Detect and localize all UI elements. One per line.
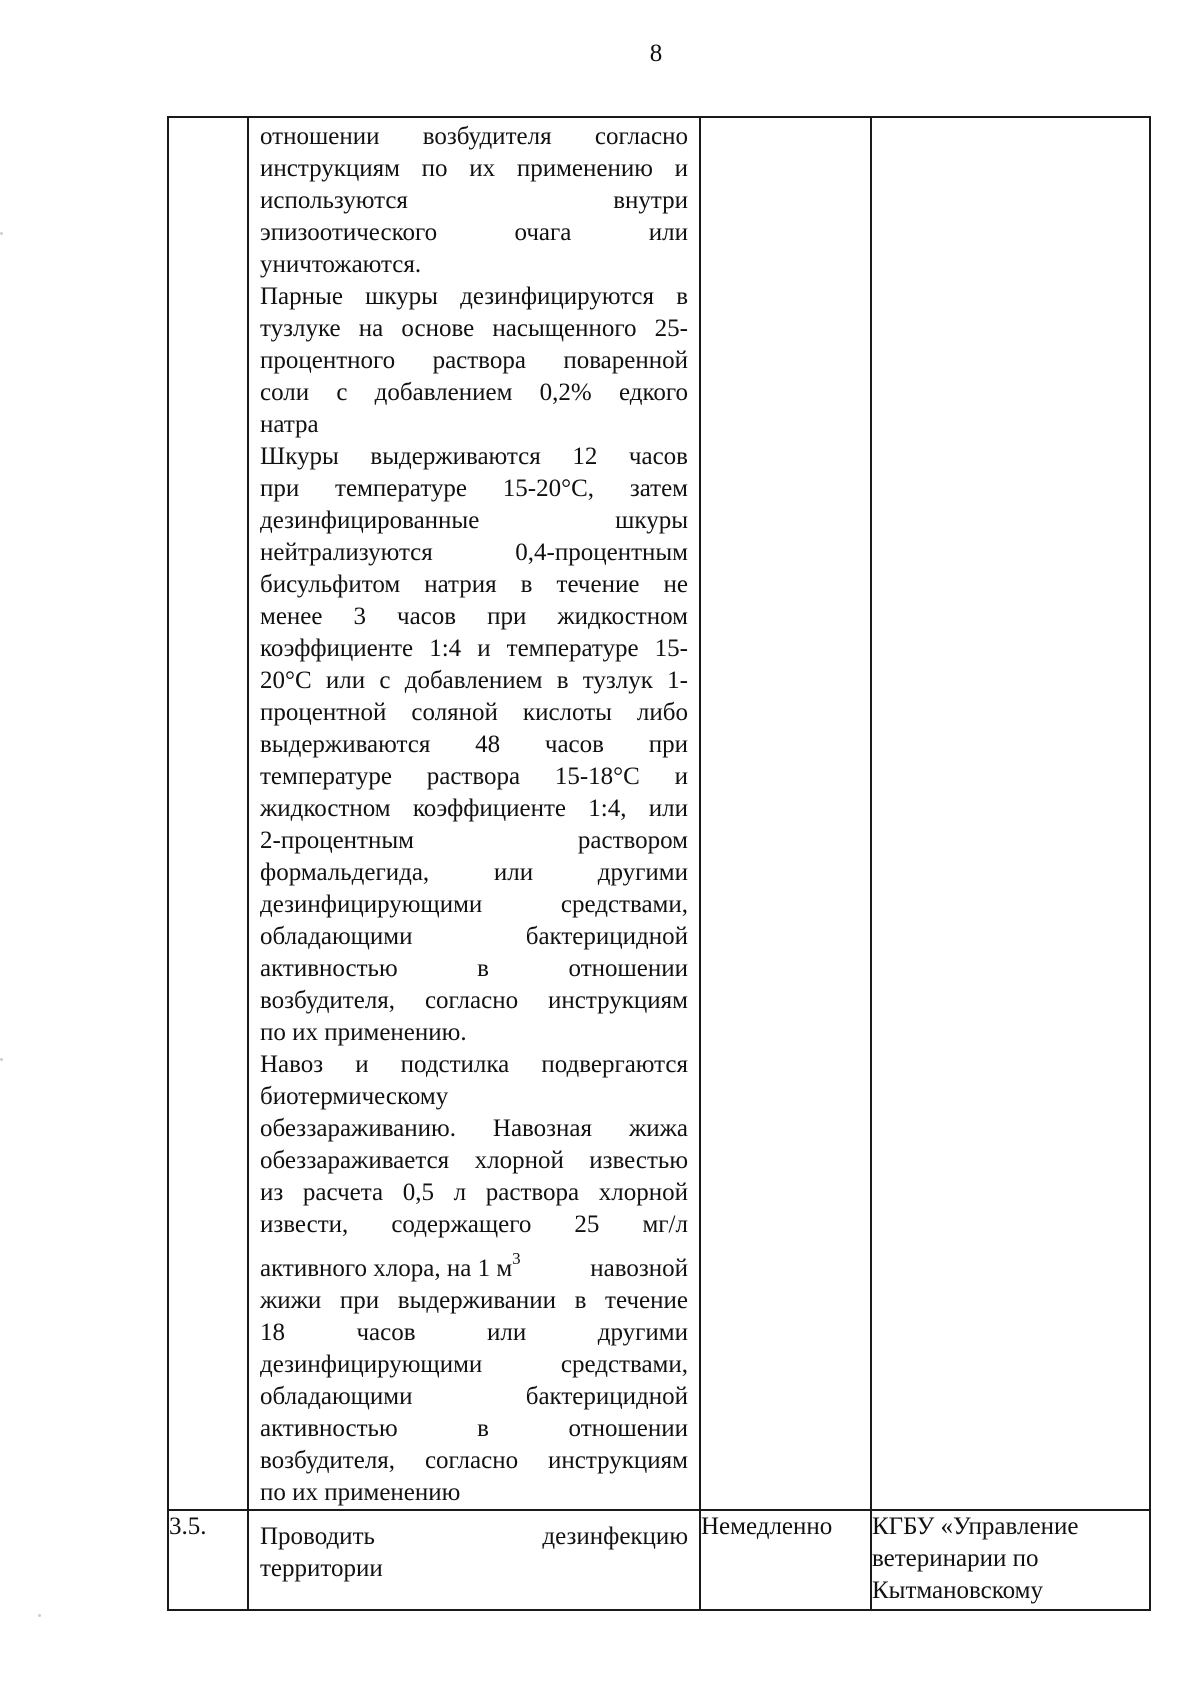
text-line: [260, 1477, 688, 1509]
text-word: при: [648, 731, 688, 758]
action-text: [249, 118, 699, 1509]
text-word: едкого: [618, 379, 688, 406]
term-cell: [700, 117, 871, 1510]
text-line: [260, 697, 688, 729]
text-word: с: [379, 667, 391, 694]
page-number: 8: [649, 40, 663, 67]
responsible-line: КГБУ «Управление: [872, 1513, 1079, 1540]
text-word: температуре: [335, 475, 468, 502]
text-word: коэффициенте: [260, 635, 414, 662]
text-word: шкуры: [615, 507, 688, 534]
text-word: 1:4: [429, 635, 462, 662]
text-line: [260, 185, 688, 217]
text-word: активностью: [260, 1415, 398, 1442]
text-word: [260, 1249, 521, 1285]
text-line: [260, 1145, 688, 1177]
text-line: [260, 953, 688, 985]
scan-speck: [0, 1058, 3, 1061]
text-word: биотермическому: [260, 1083, 449, 1110]
row-number: 3.5.: [169, 1513, 207, 1540]
text-line: [260, 473, 688, 505]
text-line: [260, 1113, 688, 1145]
text-word: другими: [597, 859, 688, 886]
text-word: бактерицидной: [525, 1383, 688, 1410]
text-word: добавлением: [374, 379, 513, 406]
text-word: при: [260, 475, 300, 502]
text-line: [260, 1521, 688, 1553]
text-word: на: [358, 315, 384, 342]
text-line: [260, 409, 688, 441]
text-line: [260, 121, 688, 153]
text-word: течение: [556, 571, 640, 598]
text-word: или: [648, 219, 688, 246]
text-word: кислоты: [522, 699, 612, 726]
text-word: инструкциям: [548, 1447, 688, 1474]
text-word: соляной: [411, 699, 498, 726]
text-word: жижа: [628, 1115, 688, 1142]
text-word: часов: [397, 603, 457, 630]
text-word: натра: [260, 411, 319, 438]
text-fragment: активного хлора, на 1 м: [260, 1255, 513, 1282]
text-line: [260, 665, 688, 697]
text-word: средствами,: [560, 891, 688, 918]
text-word: либо: [636, 699, 688, 726]
text-line: [260, 217, 688, 249]
text-word: дезинфицированные: [260, 507, 480, 534]
text-word: дезинфекцию: [542, 1523, 688, 1550]
text-word: менее: [260, 603, 323, 630]
text-word: 3: [353, 603, 366, 630]
text-line: [260, 1381, 688, 1413]
text-word: процентного: [260, 347, 396, 374]
text-word: течение: [605, 1287, 688, 1314]
text-word: и: [355, 1051, 369, 1078]
text-word: очага: [514, 219, 572, 246]
measures-table: [167, 116, 1151, 1611]
text-word: содержащего: [391, 1211, 532, 1238]
text-word: и: [674, 155, 688, 182]
text-word: температуре: [260, 763, 392, 790]
text-word: в: [477, 1415, 489, 1442]
text-word: инструкциям: [548, 987, 688, 1014]
text-word: часов: [544, 731, 604, 758]
text-word: жижи: [260, 1287, 322, 1314]
text-word: внутри: [613, 187, 688, 214]
text-word: 1-: [667, 667, 688, 694]
text-word: средствами,: [560, 1351, 688, 1378]
text-word: л: [453, 1179, 467, 1206]
text-word: шкуры: [365, 283, 438, 310]
text-word: по их применению.: [260, 1019, 467, 1046]
text-word: обеззараживанию.: [260, 1115, 456, 1142]
text-word: коэффициенте: [412, 795, 567, 822]
text-word: навозной: [590, 1255, 688, 1282]
text-word: возбудителя,: [260, 1447, 396, 1474]
text-word: или: [648, 795, 688, 822]
text-word: раствором: [577, 827, 688, 854]
text-word: расчета: [302, 1179, 384, 1206]
text-word: 48: [475, 731, 501, 758]
text-word: нейтрализуются: [260, 539, 433, 566]
text-word: добавлением: [404, 667, 543, 694]
scan-speck: [38, 1614, 41, 1617]
text-word: 0,4-процентным: [515, 539, 688, 566]
text-word: уничтожаются.: [260, 251, 422, 278]
text-word: 0,5: [402, 1179, 434, 1206]
term-text: Немедленно: [701, 1513, 833, 1540]
row-number-cell: [168, 1510, 248, 1610]
action-cell: [248, 117, 700, 1510]
scan-speck: [0, 232, 3, 235]
text-word: процентной: [260, 699, 387, 726]
text-line: [260, 1349, 688, 1381]
text-line: [260, 281, 688, 313]
text-word: возбудителя,: [260, 987, 396, 1014]
text-word: 15-18°С: [554, 763, 640, 790]
text-word: раствора: [485, 1179, 580, 1206]
text-line: [260, 569, 688, 601]
text-word: согласно: [424, 1447, 519, 1474]
text-word: Навоз: [260, 1051, 324, 1078]
text-word: при: [339, 1287, 380, 1314]
text-word: 15-20°С,: [502, 475, 595, 502]
text-word: 0,2%: [539, 379, 592, 406]
text-line: [260, 1445, 688, 1477]
text-word: дезинфицируются: [460, 283, 655, 310]
text-word: жидкостном: [260, 795, 391, 822]
text-word: часов: [628, 443, 688, 470]
table-row: [168, 1510, 1150, 1610]
text-word: Проводить: [260, 1523, 375, 1550]
text-word: подстилка: [400, 1051, 510, 1078]
text-word: отношении: [568, 1415, 688, 1442]
text-line: [260, 729, 688, 761]
term-cell: [700, 1510, 871, 1610]
text-line: [260, 825, 688, 857]
text-word: отношении: [260, 123, 380, 150]
superscript: 3: [512, 1249, 521, 1268]
text-word: в: [520, 571, 533, 598]
text-line: [260, 793, 688, 825]
text-word: или: [493, 859, 534, 886]
text-word: с: [336, 379, 348, 406]
text-line: [260, 857, 688, 889]
text-word: известью: [589, 1147, 688, 1174]
text-word: соли: [260, 379, 310, 406]
text-word: в: [676, 283, 688, 310]
text-word: температуре: [506, 635, 639, 662]
text-word: или: [325, 667, 366, 694]
text-word: выдерживании: [397, 1287, 557, 1314]
text-word: по: [421, 155, 448, 182]
text-line: [260, 1241, 688, 1285]
text-line: [260, 601, 688, 633]
text-word: возбудителя: [422, 123, 552, 150]
text-word: раствора: [426, 763, 521, 790]
text-word: согласно: [594, 123, 688, 150]
text-word: 1:4,: [588, 795, 627, 822]
text-line: [260, 313, 688, 345]
text-word: 12: [572, 443, 598, 470]
text-word: хлорной: [598, 1179, 688, 1206]
text-word: территории: [260, 1555, 383, 1582]
text-word: в: [477, 955, 489, 982]
action-cell: [248, 1510, 700, 1610]
responsible-cell: [871, 117, 1150, 1510]
text-word: отношении: [568, 955, 688, 982]
text-line: [260, 889, 688, 921]
text-word: часов: [356, 1319, 416, 1346]
text-line: [260, 633, 688, 665]
text-word: бактерицидной: [525, 923, 688, 950]
text-word: затем: [629, 475, 688, 502]
text-word: выдерживаются: [260, 731, 431, 758]
text-word: применению: [516, 155, 653, 182]
text-word: 18: [260, 1319, 285, 1346]
text-line: [260, 345, 688, 377]
text-word: Шкуры: [260, 443, 339, 470]
text-line: [260, 441, 688, 473]
text-word: хлорной: [474, 1147, 564, 1174]
text-word: Парные: [260, 283, 343, 310]
row-number-cell: [168, 117, 248, 1510]
action-text: [249, 1511, 699, 1585]
text-word: насыщенного: [492, 315, 637, 342]
text-word: тузлуке: [260, 315, 341, 342]
text-word: в: [556, 667, 569, 694]
text-word: обладающими: [260, 923, 413, 950]
text-line: [260, 1317, 688, 1349]
text-word: используются: [260, 187, 408, 214]
text-word: раствора: [432, 347, 526, 374]
text-word: в: [574, 1287, 587, 1314]
text-word: 15-: [654, 635, 688, 662]
text-word: подвергаются: [541, 1051, 688, 1078]
responsible-line: ветеринарии по: [872, 1545, 1039, 1572]
text-line: [260, 1049, 688, 1081]
text-word: их: [469, 155, 496, 182]
text-word: другими: [597, 1319, 688, 1346]
text-word: по их применению: [260, 1479, 461, 1506]
text-word: из: [260, 1179, 284, 1206]
text-word: дезинфицирующими: [260, 1351, 483, 1378]
text-word: не: [663, 571, 688, 598]
text-word: 2-процентным: [260, 827, 414, 854]
text-word: Навозная: [492, 1115, 593, 1142]
text-line: [260, 985, 688, 1017]
text-word: жидкостном: [557, 603, 688, 630]
responsible-line: Кытмановскому: [872, 1577, 1043, 1604]
text-word: формальдегида,: [260, 859, 430, 886]
text-line: [260, 537, 688, 569]
text-line: [260, 1209, 688, 1241]
text-word: обладающими: [260, 1383, 413, 1410]
text-word: обеззараживается: [260, 1147, 450, 1174]
text-line: [260, 249, 688, 281]
text-word: выдерживаются: [370, 443, 541, 470]
text-word: тузлук: [582, 667, 653, 694]
text-word: дезинфицирующими: [260, 891, 483, 918]
text-word: согласно: [424, 987, 519, 1014]
text-line: [260, 761, 688, 793]
text-word: при: [487, 603, 527, 630]
text-word: эпизоотического: [260, 219, 438, 246]
text-word: активностью: [260, 955, 398, 982]
text-word: 25: [574, 1211, 600, 1238]
text-word: бисульфитом: [260, 571, 401, 598]
text-word: и: [477, 635, 491, 662]
text-line: [260, 377, 688, 409]
table-row: [168, 117, 1150, 1510]
text-line: [260, 1017, 688, 1049]
text-line: [260, 921, 688, 953]
text-line: [260, 1081, 688, 1113]
text-word: 20°С: [260, 667, 312, 694]
text-line: [260, 1285, 688, 1317]
text-line: [260, 505, 688, 537]
text-word: мг/л: [642, 1211, 688, 1238]
text-word: основе: [401, 315, 475, 342]
text-word: 25-: [654, 315, 688, 342]
text-word: или: [487, 1319, 527, 1346]
text-line: [260, 1553, 688, 1585]
text-word: и: [674, 763, 688, 790]
text-word: натрия: [424, 571, 497, 598]
text-line: [260, 1177, 688, 1209]
text-line: [260, 1413, 688, 1445]
responsible-cell: [871, 1510, 1150, 1610]
text-word: извести,: [260, 1211, 349, 1238]
text-line: [260, 153, 688, 185]
text-word: инструкциям: [260, 155, 400, 182]
text-word: поваренной: [563, 347, 688, 374]
